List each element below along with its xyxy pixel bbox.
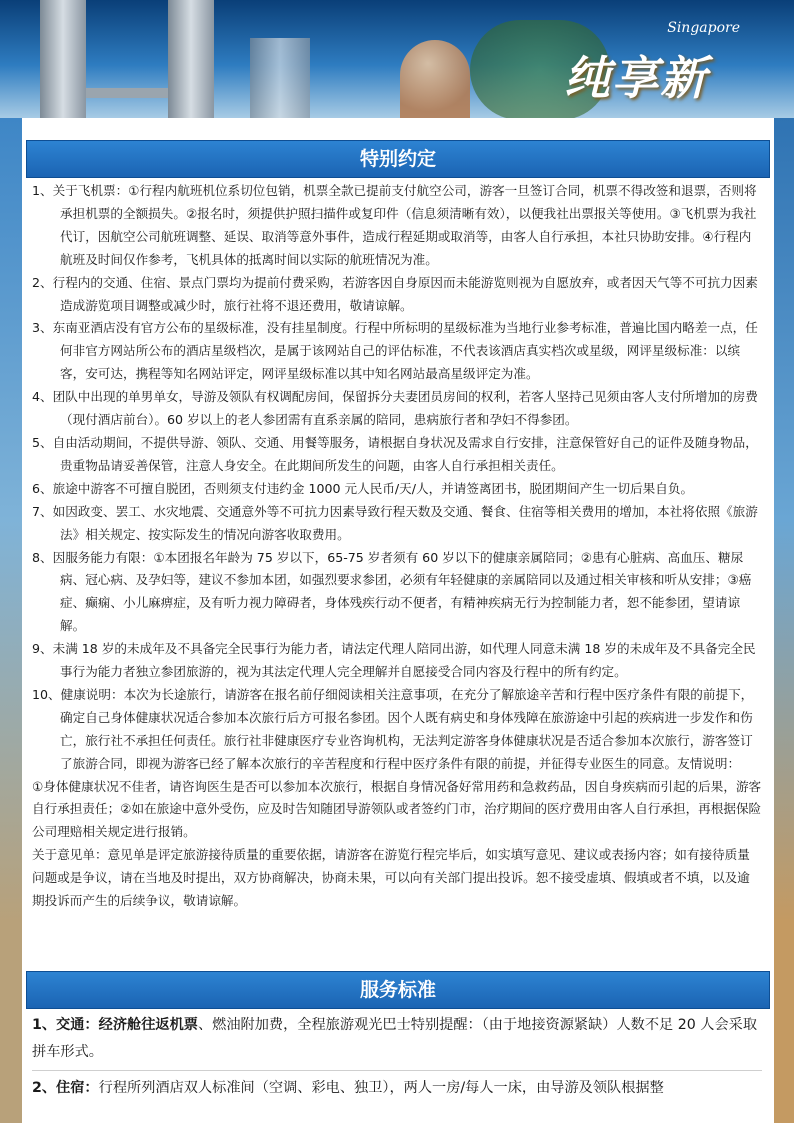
service-item-label: 2、住宿： (32, 1080, 99, 1096)
content-card (22, 118, 774, 1123)
logo-subtitle: Singapore (667, 20, 740, 36)
feedback-paragraph: 关于意见单：意见单是评定旅游接待质量的重要依据，请游客在游览行程完毕后，如实填写意见、建议或表扬内容；如有接待质量问题或是争议，请在当地及时提出，双方协商解决，协商未果，可以向有关部门提出投诉。恕不接受虚填、假填或者不填，以及逾期投诉而产生的后续争议，敬请谅解。 (32, 847, 750, 909)
term-item: 3、东南亚酒店没有官方公布的星级标准，没有挂星制度。行程中所标明的星级标准为当地行业参考标准，普遍比国内略差一点，任何非官方网站所公布的酒店星级档次，是属于该网站自己的评估标准，不代表该酒店真实档次或星级，网评星级标准：以缤客，安可达，携程等知名网站评定，网评星级标准以其中知名网站最高星级评定为准。 (32, 320, 758, 382)
header-banner (0, 0, 794, 118)
tower-right (168, 0, 214, 118)
service-item-label: 1、交通： (32, 1017, 99, 1033)
term-item: 8、因服务能力有限：①本团报名年龄为 75 岁以下，65-75 岁者须有 60 岁以下的健康亲属陪同；②患有心脏病、高血压、糖尿病、冠心病、及孕妇等，建议不参加本团，如强烈要求参团，必须有年轻健康的亲属陪同以及通过相关审核和听从安排；③癌症、癫痫、小儿麻痹症，及有听力视力障碍者，身体残疾行动不便者，有精神疾病无行为控制能力者，恕不能参团，望请谅解。 (32, 549, 752, 634)
term-item: 6、旅途中游客不可擅自脱团，否则须支付违约金 1000 元人民币/天/人，并请签离团书，脱团期间产生一切后果自负。 (32, 480, 694, 496)
logo-title: 纯享新 (564, 51, 708, 105)
section-title-service-standards: 服务标准 (26, 971, 770, 1009)
service-item-transport (32, 1012, 762, 1066)
term-item: 4、团队中出现的单男单女，导游及领队有权调配房间，保留拆分夫妻团员房间的权利，若客人坚持己见须由客人支付所增加的房费（现付酒店前台）。60 岁以上的老人参团需有直系亲属的陪同，患病旅行者和孕妇不得参团。 (32, 389, 758, 428)
term-item: 1、关于飞机票：①行程内航班机位系切位包销，机票全款已提前支付航空公司，游客一旦签订合同，机票不得改签和退票，否则将承担机票的全额损失。②报名时，须提供护照扫描件或复印件（信息须清晰有效），以便我社出票报关等使用。③飞机票为我社代订，因航空公司航班调整、延误、取消等意外事件，造成行程延期或取消等，由客人自行承担，本社只协助安排。④行程内航班及时间仅作参考，飞机具体的抵离时间以实际的航班情况为准。 (32, 183, 757, 267)
service-standards-list (32, 1012, 762, 1102)
special-terms-list (32, 180, 762, 913)
term-item: 2、行程内的交通、住宿、景点门票均为提前付费采购，若游客因自身原因而未能游览则视为自愿放弃，或者因天气等不可抗力因素造成游览项目调整或减少时，旅行社将不退还费用，敬请谅解。 (32, 274, 758, 313)
tourists-image (400, 40, 470, 118)
service-item-text: 、燃油附加费，全程旅游观光巴士特别提醒：（由于地接资源紧缺）人数不足 20 人会采取拼车形式。 (32, 1017, 758, 1060)
term-item: 5、自由活动期间，不提供导游、领队、交通、用餐等服务，请根据自身状况及需求自行安排，注意保管好自己的证件及随身物品，贵重物品请妥善保管，注意人身安全。在此期间所发生的问题，由客人自行承担相关责任。 (32, 434, 758, 473)
logo (564, 20, 754, 105)
side-decoration-right (774, 118, 794, 1123)
service-item-highlight: 经济舱往返机票 (98, 1017, 198, 1033)
term-item: 10、健康说明：本次为长途旅行，请游客在报名前仔细阅读相关注意事项，在充分了解旅途辛苦和行程中医疗条件有限的前提下，确定自己身体健康状况适合参加本次旅行后方可报名参团。因个人既有病史和身体残障在旅游途中引起的疾病进一步发作和伤亡，旅行社不承担任何责任。旅行社非健康医疗专业咨询机构，无法判定游客身体健康状况是否适合参加本次旅行，游客签订了旅游合同，即视为游客已经了解本次旅行的辛苦程度和行程中医疗条件有限的前提，并征得专业医生的同意。友情说明： (32, 686, 754, 771)
tower-left (40, 0, 86, 118)
term-item: 7、如因政变、罢工、水灾地震、交通意外等不可抗力因素导致行程天数及交通、餐食、住宿等相关费用的增加，本社将依照《旅游法》相关规定、按实际发生的情况向游客收取费用。 (32, 503, 758, 542)
sky-bridge (86, 88, 168, 98)
service-item-hotel (32, 1075, 762, 1102)
building (250, 38, 310, 118)
service-item-text: 行程所列酒店双人标准间（空调、彩电、独卫），两人一房/每人一床，由导游及领队根据整 (98, 1080, 664, 1096)
divider (32, 1070, 762, 1071)
side-decoration-left (0, 118, 22, 1123)
term-item: 9、未满 18 岁的未成年及不具备完全民事行为能力者，请法定代理人陪同出游，如代理人同意未满 18 岁的未成年及不具备完全民事行为能力者独立参团旅游的，视为其法定代理人完全理解并自愿接受合同内容及行程中的所有约定。 (32, 641, 756, 680)
section-title-special-terms: 特别约定 (26, 140, 770, 178)
health-note-paragraph: ①身体健康状况不佳者，请咨询医生是否可以参加本次旅行，根据自身情况备好常用药和急救药品，因自身疾病而引起的后果，游客自行承担责任；②如在旅途中意外受伤，应及时告知随团导游领队或者签约门市，治疗期间的医疗费用由客人自行承担，再根据保险公司理赔相关规定进行报销。 (32, 778, 762, 840)
